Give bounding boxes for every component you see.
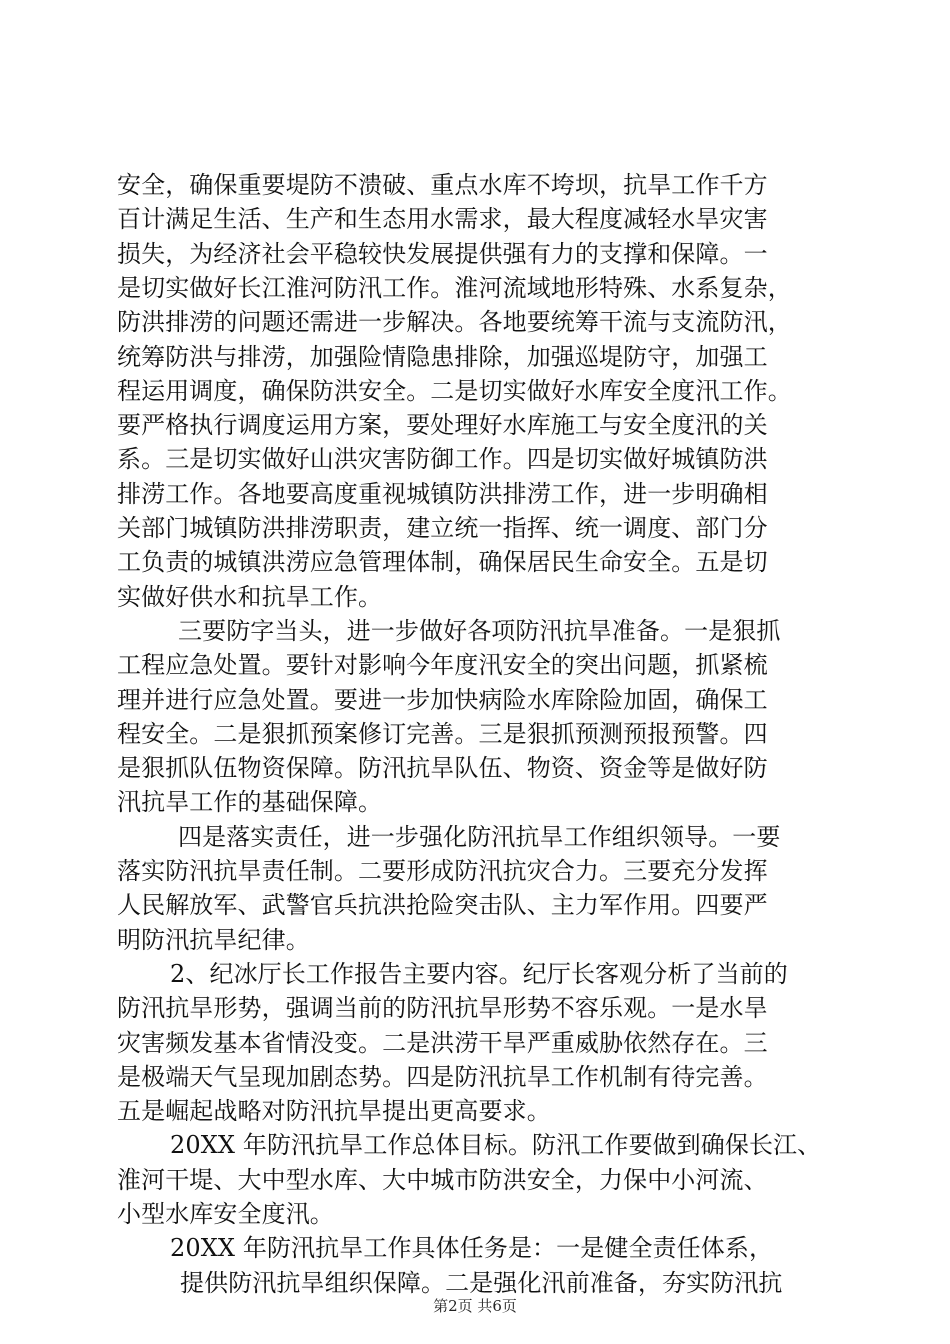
body-line-14: 三要防字当头，进一步做好各项防汛抗旱准备。一是狠抓 [178,616,781,645]
body-line-28: 五是崛起战略对防汛抗旱提出更高要求。 [117,1097,551,1126]
body-line-23: 明防汛抗旱纪律。 [117,925,310,954]
body-line-6: 统筹防洪与排涝，加强险情隐患排除，加强巡堤防守，加强工 [117,342,768,371]
body-line-5: 防洪排涝的问题还需进一步解决。各地要统筹干流与支流防汛， [117,308,792,337]
body-line-33: 提供防汛抗旱组织保障。二是强化汛前准备，夯实防汛抗 [180,1268,783,1297]
body-line-26: 灾害频发基本省情没变。二是洪涝干旱严重威胁依然存在。三 [117,1028,768,1057]
body-line-30: 淮河干堤、大中型水库、大中城市防洪安全，力保中小河流、 [117,1165,768,1194]
body-line-12: 工负责的城镇洪涝应急管理体制，确保居民生命安全。五是切 [117,548,768,577]
body-line-15: 工程应急处置。要针对影响今年度汛安全的突出问题，抓紧梳 [117,651,768,680]
body-line-18: 是狠抓队伍物资保障。防汛抗旱队伍、物资、资金等是做好防 [117,754,768,783]
body-line-4: 是切实做好长江淮河防汛工作。淮河流域地形特殊、水系复杂， [117,273,792,302]
body-line-17: 程安全。二是狠抓预案修订完善。三是狠抓预测预报预警。四 [117,719,768,748]
body-line-13: 实做好供水和抗旱工作。 [117,582,383,611]
body-line-29: 20XX 年防汛抗旱工作总体目标。防汛工作要做到确保长江、 [170,1131,822,1160]
body-line-9: 系。三是切实做好山洪灾害防御工作。四是切实做好城镇防洪 [117,445,768,474]
body-line-24: 2、纪冰厅长工作报告主要内容。纪厅长客观分析了当前的 [170,959,788,988]
body-line-1: 安全，确保重要堤防不溃破、重点水库不垮坝，抗旱工作千方 [117,171,768,199]
body-line-7: 程运用调度，确保防洪安全。二是切实做好水库安全度汛工作。 [117,376,792,405]
body-line-19: 汛抗旱工作的基础保障。 [117,788,383,817]
body-line-2: 百计满足生活、生产和生态用水需求，最大程度减轻水旱灾害 [117,205,768,234]
body-line-21: 落实防汛抗旱责任制。二要形成防汛抗灾合力。三要充分发挥 [117,857,768,885]
body-line-16: 理并进行应急处置。要进一步加快病险水库除险加固，确保工 [117,685,768,714]
body-line-27: 是极端天气呈现加剧态势。四是防汛抗旱工作机制有待完善。 [117,1062,768,1091]
body-line-22: 人民解放军、武警官兵抗洪抢险突击队、主力军作用。四要严 [117,891,768,920]
body-line-25: 防汛抗旱形势，强调当前的防汛抗旱形势不容乐观。一是水旱 [117,994,768,1023]
body-line-11: 关部门城镇防洪排涝职责，建立统一指挥、统一调度、部门分 [117,514,768,542]
body-line-10: 排涝工作。各地要高度重视城镇防洪排涝工作，进一步明确相 [117,479,768,508]
body-line-3: 损失，为经济社会平稳较快发展提供强有力的支撑和保障。一 [117,239,768,268]
body-line-32: 20XX 年防汛抗旱工作具体任务是：一是健全责任体系， [170,1234,774,1263]
body-line-8: 要严格执行调度运用方案，要处理好水库施工与安全度汛的关 [117,411,768,440]
body-line-20: 四是落实责任，进一步强化防汛抗旱工作组织领导。一要 [178,822,781,851]
page-footer: 第2页 共6页 [433,1297,517,1315]
body-line-31: 小型水库安全度汛。 [117,1200,334,1228]
